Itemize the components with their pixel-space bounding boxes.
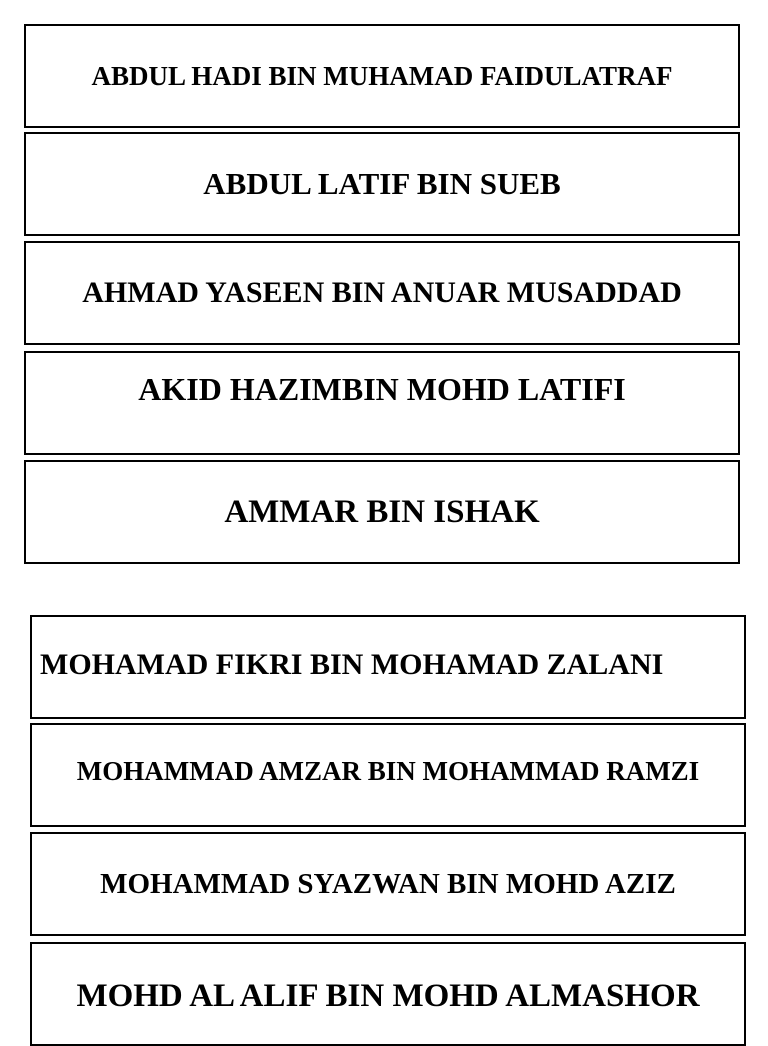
name-card (24, 351, 740, 455)
name-label: MOHAMAD FIKRI BIN MOHAMAD ZALANI (40, 648, 664, 681)
name-label: AHMAD YASEEN BIN ANUAR MUSADDAD (82, 276, 682, 309)
name-card (30, 723, 746, 827)
name-label: ABDUL LATIF BIN SUEB (203, 166, 561, 201)
name-card (24, 24, 740, 128)
name-card (24, 241, 740, 345)
name-label: MOHAMMAD SYAZWAN BIN MOHD AZIZ (100, 867, 676, 900)
name-label: AMMAR BIN ISHAK (224, 493, 540, 530)
name-card (30, 942, 746, 1046)
name-label: AKID HAZIMBIN MOHD LATIFI (138, 371, 626, 407)
name-card (24, 460, 740, 564)
name-label: ABDUL HADI BIN MUHAMAD FAIDULATRAF (91, 60, 673, 91)
name-card (24, 132, 740, 236)
name-card (30, 832, 746, 936)
name-label: MOHD AL ALIF BIN MOHD ALMASHOR (76, 978, 700, 1014)
name-card (30, 615, 746, 719)
name-label: MOHAMMAD AMZAR BIN MOHAMMAD RAMZI (76, 755, 700, 786)
